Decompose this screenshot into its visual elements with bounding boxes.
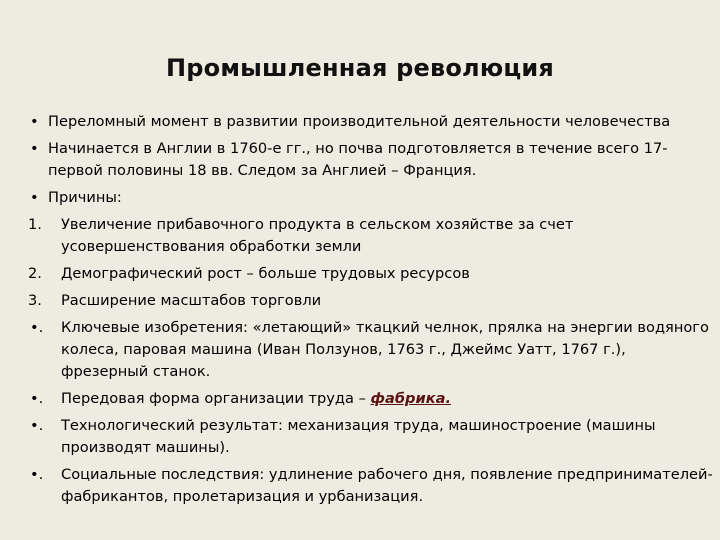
- bullet-marker: •: [30, 140, 39, 157]
- bullet-marker: •.: [30, 319, 44, 336]
- number-marker: 1.: [28, 216, 42, 233]
- numbered-item: [28, 263, 713, 285]
- list-item: [28, 187, 713, 209]
- list-item: [28, 388, 713, 410]
- number-marker: 3.: [28, 292, 42, 309]
- list-item: [28, 317, 713, 383]
- slide-title: Промышленная революция: [165, 54, 554, 82]
- list-item-text: Социальные последствия: удлинение рабочего дня, появление предпринимателей-фабрикантов, пролетаризация и урбанизация.: [61, 466, 713, 505]
- numbered-item: [28, 214, 713, 258]
- bullet-marker: •: [30, 189, 39, 206]
- list-item-text: Увеличение прибавочного продукта в сельском хозяйстве за счет усовершенствования обработки земли: [61, 216, 574, 255]
- number-marker: 2.: [28, 265, 42, 282]
- list-item: [28, 415, 713, 459]
- list-item: [28, 138, 713, 182]
- list-item-text: Расширение масштабов торговли: [61, 292, 322, 309]
- slide-content: [28, 111, 713, 513]
- bullet-marker: •.: [30, 466, 44, 483]
- bullet-marker: •.: [30, 417, 44, 434]
- numbered-item: [28, 290, 713, 312]
- list-item: [28, 464, 713, 508]
- list-item-text: Переломный момент в развитии производительной деятельности человечества: [48, 113, 671, 130]
- bullet-marker: •: [30, 113, 39, 130]
- list-item: [28, 111, 713, 133]
- list-item-text: Демографический рост – больше трудовых ресурсов: [61, 265, 470, 282]
- list-item-text: Технологический результат: механизация труда, машиностроение (машины производят машины).: [61, 417, 656, 456]
- emphasized-term: фабрика.: [370, 390, 452, 407]
- list-item-text: Начинается в Англии в 1760-е гг., но почва подготовляется в течение всего 17-первой половины 18 вв. Следом за Англией – Франция.: [48, 140, 668, 179]
- bullet-marker: •.: [30, 390, 44, 407]
- list-item-text: Передовая форма организации труда –: [61, 390, 371, 407]
- list-item-text: Причины:: [48, 189, 122, 206]
- list-item-text: Ключевые изобретения: «летающий» ткацкий челнок, прялка на энергии водяного колеса, паровая машина (Иван Ползунов, 1763 г., Джеймс Уатт, 1767 г.), фрезерный станок.: [61, 319, 709, 380]
